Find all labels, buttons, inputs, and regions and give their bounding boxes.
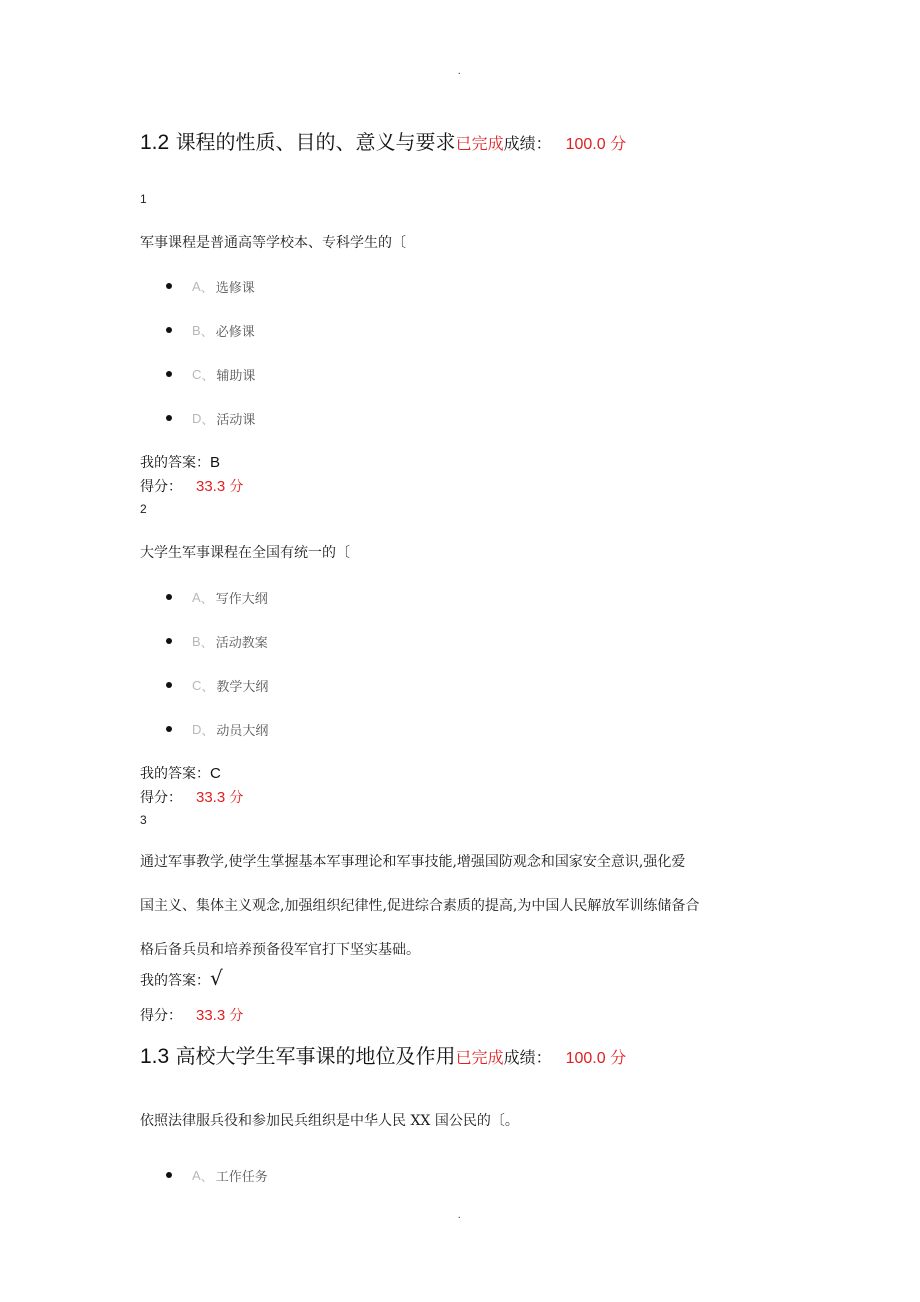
my-answer xyxy=(140,763,221,783)
option-b[interactable] xyxy=(166,320,255,340)
bullet-icon xyxy=(166,726,172,732)
answer-value: C xyxy=(210,765,221,782)
answer-label: 我的答案： xyxy=(140,973,210,989)
option-text: 写作大纲 xyxy=(215,591,268,607)
option-letter: D xyxy=(192,410,202,426)
section-grade-label: 成绩： xyxy=(503,1048,552,1067)
section-grade-label: 成绩： xyxy=(503,134,552,153)
option-a[interactable] xyxy=(166,1165,268,1185)
my-answer xyxy=(140,452,220,472)
bullet-icon xyxy=(166,327,172,333)
option-letter: A xyxy=(192,278,201,294)
bullet-icon xyxy=(166,371,172,377)
bullet-icon xyxy=(166,594,172,600)
section-status: 已完成 xyxy=(455,1048,504,1067)
option-c[interactable] xyxy=(166,364,255,384)
section-title xyxy=(140,128,626,159)
paragraph-line: 格后备兵员和培养预备役军官打下坚实基础。 xyxy=(140,942,420,958)
question-score xyxy=(140,476,243,496)
section-status: 已完成 xyxy=(455,134,504,153)
question-score xyxy=(140,1005,243,1025)
paragraph-line: 通过军事教学,使学生掌握基本军事理论和军事技能,增强国防观念和国家安全意识,强化爱 xyxy=(140,854,686,870)
check-mark-icon: √ xyxy=(210,966,223,990)
score-value: 33.3 分 xyxy=(196,789,244,806)
option-separator: 、 xyxy=(200,324,214,340)
option-text: 工作任务 xyxy=(215,1169,268,1185)
option-separator: 、 xyxy=(200,280,214,296)
section-title-text: 高校大学生军事课的地位及作用 xyxy=(175,1044,456,1068)
option-separator: 、 xyxy=(201,412,215,428)
section-grade-value: 100.0 分 xyxy=(565,134,627,153)
option-separator: 、 xyxy=(200,591,214,607)
option-letter: A xyxy=(192,1167,201,1183)
section-grade-value: 100.0 分 xyxy=(565,1048,627,1067)
answer-label: 我的答案： xyxy=(140,455,210,471)
option-letter: A xyxy=(192,589,201,605)
option-b[interactable] xyxy=(166,631,268,651)
option-letter: B xyxy=(192,322,201,338)
section-number: 1.2 xyxy=(140,131,170,154)
question-score xyxy=(140,787,243,807)
question-text: 军事课程是普通高等学校本、专科学生的〔 xyxy=(140,235,406,251)
bullet-icon xyxy=(166,415,172,421)
option-c[interactable] xyxy=(166,675,268,695)
score-value: 33.3 分 xyxy=(196,478,244,495)
question-number: 1 xyxy=(140,192,147,206)
option-separator: 、 xyxy=(201,368,215,384)
option-text: 活动教案 xyxy=(215,635,268,651)
score-label: 得分： xyxy=(140,479,182,495)
answer-value: B xyxy=(210,454,221,471)
option-text: 活动课 xyxy=(216,412,256,428)
option-text: 教学大纲 xyxy=(216,679,269,695)
question-paragraph xyxy=(140,852,790,984)
option-letter: B xyxy=(192,633,201,649)
option-text: 辅助课 xyxy=(216,368,256,384)
option-letter: D xyxy=(192,721,202,737)
option-text: 选修课 xyxy=(215,280,255,296)
score-value: 33.3 分 xyxy=(196,1007,244,1024)
page-mark-top: . xyxy=(458,66,461,77)
page-mark-bottom: . xyxy=(458,1210,461,1221)
option-a[interactable] xyxy=(166,276,255,296)
option-separator: 、 xyxy=(200,1169,214,1185)
option-d[interactable] xyxy=(166,408,255,428)
option-d[interactable] xyxy=(166,719,268,739)
bullet-icon xyxy=(166,1172,172,1178)
option-letter: C xyxy=(192,366,202,382)
section-title xyxy=(140,1042,626,1073)
option-separator: 、 xyxy=(201,723,215,739)
option-text: 动员大纲 xyxy=(216,723,269,739)
option-separator: 、 xyxy=(200,635,214,651)
option-a[interactable] xyxy=(166,587,268,607)
question-number: 2 xyxy=(140,502,147,516)
option-letter: C xyxy=(192,677,202,693)
option-text: 必修课 xyxy=(215,324,255,340)
question-text: 依照法律服兵役和参加民兵组织是中华人民 XX 国公民的〔。 xyxy=(140,1113,519,1129)
paragraph-line: 国主义、集体主义观念,加强组织纪律性,促进综合素质的提高,为中国人民解放军训练储备合 xyxy=(140,898,700,914)
section-title-text: 课程的性质、目的、意义与要求 xyxy=(175,130,456,154)
option-separator: 、 xyxy=(201,679,215,695)
bullet-icon xyxy=(166,682,172,688)
score-label: 得分： xyxy=(140,1008,182,1024)
score-label: 得分： xyxy=(140,790,182,806)
my-answer xyxy=(140,966,223,990)
bullet-icon xyxy=(166,638,172,644)
section-number: 1.3 xyxy=(140,1045,170,1068)
answer-label: 我的答案： xyxy=(140,766,210,782)
bullet-icon xyxy=(166,283,172,289)
question-number: 3 xyxy=(140,813,147,827)
question-text: 大学生军事课程在全国有统一的〔 xyxy=(140,545,350,561)
